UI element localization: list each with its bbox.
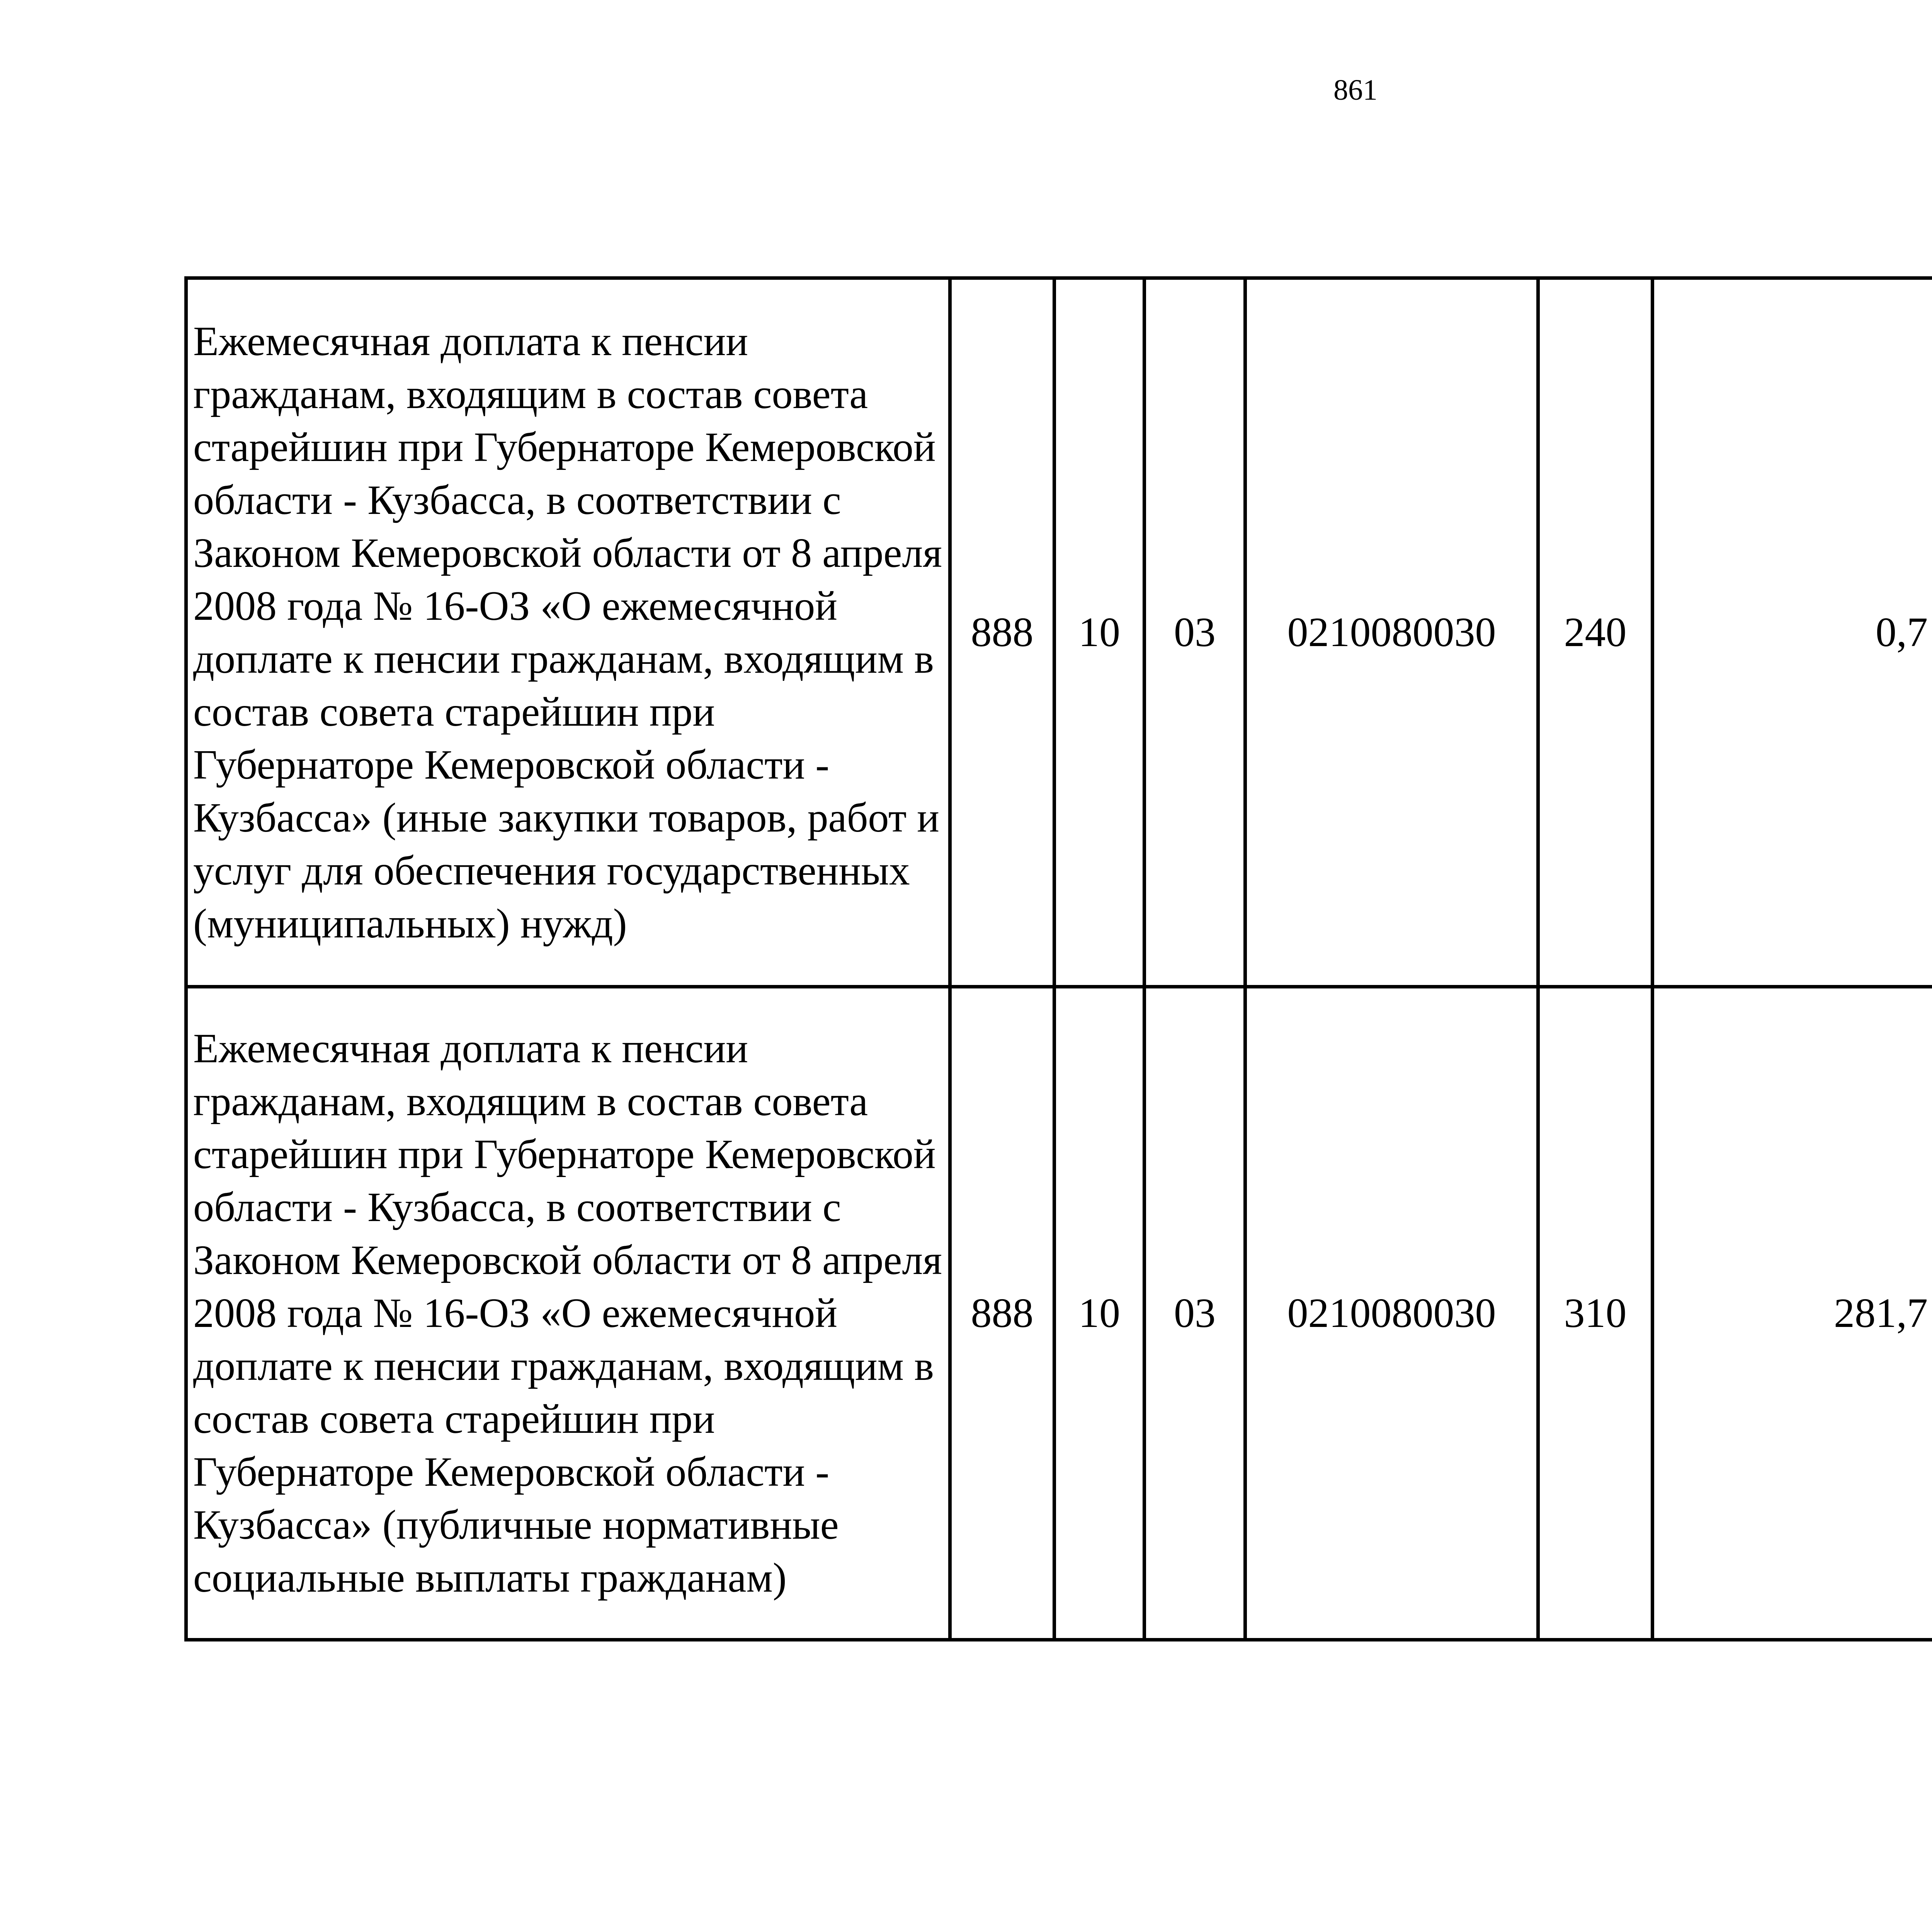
ministry-code: 888 [950, 278, 1054, 987]
row-description: Ежемесячная доплата к пенсии гражданам, входящим в состав совета старейшин при Губернаторе Кемеровской области - Кузбасса, в соответствии с Законом Кемеровской области от 8 апреля 2008 года № 16-ОЗ «О ежемесячной доплате к пенсии гражданам, входящим в состав совета старейшин при Губернаторе Кемеровской области - Кузбасса» (иные закупки товаров, работ и услуг для обеспечения государственных (муниципальных) нужд) [186, 278, 950, 987]
section-code: 10 [1054, 987, 1145, 1640]
page-number: 861 [1333, 74, 1378, 106]
section-code: 10 [1054, 278, 1145, 987]
expense-type-code: 310 [1538, 987, 1653, 1640]
ministry-code: 888 [950, 987, 1054, 1640]
subsection-code: 03 [1145, 278, 1245, 987]
row-description: Ежемесячная доплата к пенсии гражданам, входящим в состав совета старейшин при Губернаторе Кемеровской области - Кузбасса, в соответствии с Законом Кемеровской области от 8 апреля 2008 года № 16-ОЗ «О ежемесячной доплате к пенсии гражданам, входящим в состав совета старейшин при Губернаторе Кемеровской области - Кузбасса» (публичные нормативные социальные выплаты гражданам) [186, 987, 950, 1640]
target-article-code: 0210080030 [1245, 987, 1538, 1640]
amount-year-1: 281,7 [1653, 987, 1932, 1640]
amount-year-1: 0,7 [1653, 278, 1932, 987]
table-row [186, 278, 1932, 987]
subsection-code: 03 [1145, 987, 1245, 1640]
table-row [186, 987, 1932, 1640]
target-article-code: 0210080030 [1245, 278, 1538, 987]
expense-type-code: 240 [1538, 278, 1653, 987]
budget-table [184, 276, 1932, 1641]
